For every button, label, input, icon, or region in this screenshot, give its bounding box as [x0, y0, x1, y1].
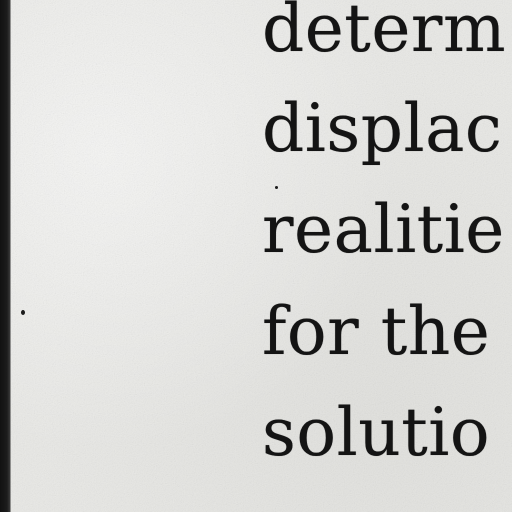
- text-line: realitie: [262, 191, 505, 268]
- text-line: solutio: [262, 394, 491, 471]
- text-column: [262, 0, 512, 512]
- text-line: displac: [262, 90, 503, 167]
- ink-speck: [21, 310, 25, 315]
- page-left-edge-shadow: [0, 0, 11, 512]
- text-line: determ: [262, 0, 507, 67]
- text-line: for the: [262, 293, 491, 370]
